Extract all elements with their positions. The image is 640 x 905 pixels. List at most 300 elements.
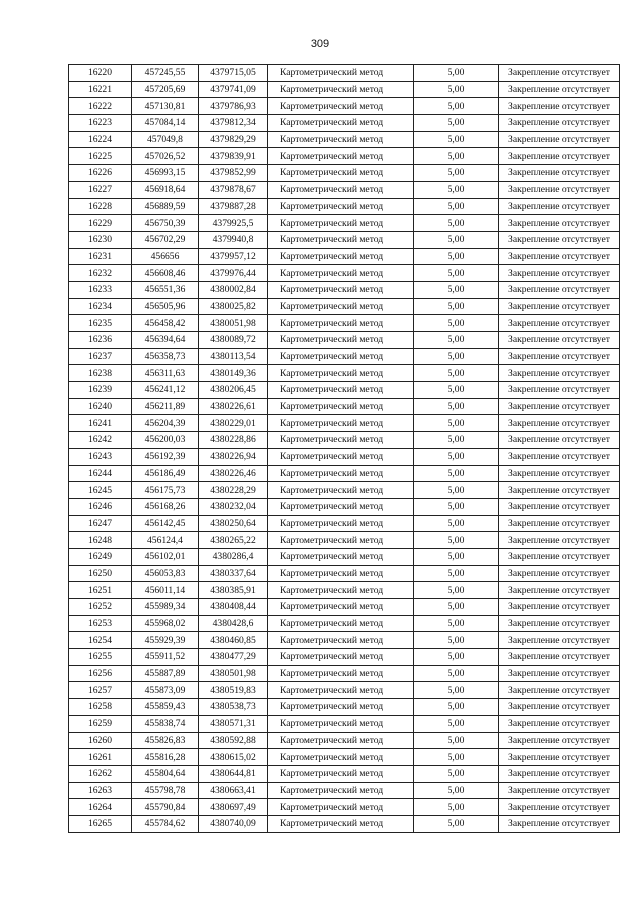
y-coordinate-cell: 4380228,86 xyxy=(199,432,268,449)
x-coordinate-cell: 455873,09 xyxy=(132,682,199,699)
method-cell: Картометрический метод xyxy=(268,815,414,832)
point-number-cell: 16220 xyxy=(69,65,132,82)
accuracy-cell: 5,00 xyxy=(414,582,499,599)
point-number-cell: 16255 xyxy=(69,649,132,666)
point-number-cell: 16248 xyxy=(69,532,132,549)
accuracy-cell: 5,00 xyxy=(414,715,499,732)
method-cell: Картометрический метод xyxy=(268,515,414,532)
table-row xyxy=(69,81,620,98)
y-coordinate-cell: 4380538,73 xyxy=(199,699,268,716)
point-number-cell: 16260 xyxy=(69,732,132,749)
accuracy-cell: 5,00 xyxy=(414,749,499,766)
table-row xyxy=(69,98,620,115)
point-number-cell: 16247 xyxy=(69,515,132,532)
accuracy-cell: 5,00 xyxy=(414,181,499,198)
fixing-cell: Закрепление отсутствует xyxy=(499,682,620,699)
y-coordinate-cell: 4379812,34 xyxy=(199,115,268,132)
point-number-cell: 16249 xyxy=(69,548,132,565)
y-coordinate-cell: 4380571,31 xyxy=(199,715,268,732)
y-coordinate-cell: 4380250,64 xyxy=(199,515,268,532)
x-coordinate-cell: 455798,78 xyxy=(132,782,199,799)
fixing-cell: Закрепление отсутствует xyxy=(499,215,620,232)
y-coordinate-cell: 4379839,91 xyxy=(199,148,268,165)
x-coordinate-cell: 456458,42 xyxy=(132,315,199,332)
table-row xyxy=(69,398,620,415)
y-coordinate-cell: 4380206,45 xyxy=(199,382,268,399)
y-coordinate-cell: 4380460,85 xyxy=(199,632,268,649)
method-cell: Картометрический метод xyxy=(268,332,414,349)
method-cell: Картометрический метод xyxy=(268,548,414,565)
accuracy-cell: 5,00 xyxy=(414,699,499,716)
x-coordinate-cell: 456168,26 xyxy=(132,498,199,515)
y-coordinate-cell: 4379976,44 xyxy=(199,265,268,282)
method-cell: Картометрический метод xyxy=(268,248,414,265)
method-cell: Картометрический метод xyxy=(268,298,414,315)
fixing-cell: Закрепление отсутствует xyxy=(499,749,620,766)
point-number-cell: 16241 xyxy=(69,415,132,432)
point-number-cell: 16238 xyxy=(69,365,132,382)
y-coordinate-cell: 4380089,72 xyxy=(199,332,268,349)
method-cell: Картометрический метод xyxy=(268,348,414,365)
accuracy-cell: 5,00 xyxy=(414,765,499,782)
point-number-cell: 16259 xyxy=(69,715,132,732)
table-row xyxy=(69,532,620,549)
y-coordinate-cell: 4379957,12 xyxy=(199,248,268,265)
table-row xyxy=(69,265,620,282)
x-coordinate-cell: 457130,81 xyxy=(132,98,199,115)
method-cell: Картометрический метод xyxy=(268,682,414,699)
table-row xyxy=(69,65,620,82)
y-coordinate-cell: 4380697,49 xyxy=(199,799,268,816)
table-row xyxy=(69,448,620,465)
table-row xyxy=(69,548,620,565)
point-number-cell: 16246 xyxy=(69,498,132,515)
x-coordinate-cell: 456011,14 xyxy=(132,582,199,599)
y-coordinate-cell: 4380226,61 xyxy=(199,398,268,415)
x-coordinate-cell: 455968,02 xyxy=(132,615,199,632)
y-coordinate-cell: 4380501,98 xyxy=(199,665,268,682)
table-row xyxy=(69,131,620,148)
point-number-cell: 16227 xyxy=(69,181,132,198)
y-coordinate-cell: 4380615,02 xyxy=(199,749,268,766)
y-coordinate-cell: 4380385,91 xyxy=(199,582,268,599)
x-coordinate-cell: 456124,4 xyxy=(132,532,199,549)
method-cell: Картометрический метод xyxy=(268,765,414,782)
accuracy-cell: 5,00 xyxy=(414,198,499,215)
method-cell: Картометрический метод xyxy=(268,65,414,82)
point-number-cell: 16245 xyxy=(69,482,132,499)
x-coordinate-cell: 456394,64 xyxy=(132,332,199,349)
point-number-cell: 16221 xyxy=(69,81,132,98)
fixing-cell: Закрепление отсутствует xyxy=(499,765,620,782)
method-cell: Картометрический метод xyxy=(268,649,414,666)
point-number-cell: 16243 xyxy=(69,448,132,465)
x-coordinate-cell: 455826,83 xyxy=(132,732,199,749)
point-number-cell: 16265 xyxy=(69,815,132,832)
fixing-cell: Закрепление отсутствует xyxy=(499,599,620,616)
accuracy-cell: 5,00 xyxy=(414,398,499,415)
method-cell: Картометрический метод xyxy=(268,632,414,649)
method-cell: Картометрический метод xyxy=(268,482,414,499)
x-coordinate-cell: 456750,39 xyxy=(132,215,199,232)
x-coordinate-cell: 455816,28 xyxy=(132,749,199,766)
y-coordinate-cell: 4379887,28 xyxy=(199,198,268,215)
table-row xyxy=(69,665,620,682)
point-number-cell: 16264 xyxy=(69,799,132,816)
fixing-cell: Закрепление отсутствует xyxy=(499,81,620,98)
fixing-cell: Закрепление отсутствует xyxy=(499,315,620,332)
fixing-cell: Закрепление отсутствует xyxy=(499,782,620,799)
point-number-cell: 16254 xyxy=(69,632,132,649)
point-number-cell: 16222 xyxy=(69,98,132,115)
method-cell: Картометрический метод xyxy=(268,498,414,515)
accuracy-cell: 5,00 xyxy=(414,649,499,666)
table-row xyxy=(69,782,620,799)
y-coordinate-cell: 4380051,98 xyxy=(199,315,268,332)
accuracy-cell: 5,00 xyxy=(414,515,499,532)
accuracy-cell: 5,00 xyxy=(414,465,499,482)
point-number-cell: 16232 xyxy=(69,265,132,282)
accuracy-cell: 5,00 xyxy=(414,732,499,749)
y-coordinate-cell: 4380228,29 xyxy=(199,482,268,499)
page-number: 309 xyxy=(310,38,330,50)
accuracy-cell: 5,00 xyxy=(414,815,499,832)
x-coordinate-cell: 456993,15 xyxy=(132,165,199,182)
point-number-cell: 16235 xyxy=(69,315,132,332)
x-coordinate-cell: 456053,83 xyxy=(132,565,199,582)
fixing-cell: Закрепление отсутствует xyxy=(499,298,620,315)
table-row xyxy=(69,749,620,766)
y-coordinate-cell: 4380232,04 xyxy=(199,498,268,515)
point-number-cell: 16253 xyxy=(69,615,132,632)
y-coordinate-cell: 4380226,46 xyxy=(199,465,268,482)
y-coordinate-cell: 4380002,84 xyxy=(199,281,268,298)
table-row xyxy=(69,815,620,832)
method-cell: Картометрический метод xyxy=(268,749,414,766)
x-coordinate-cell: 455838,74 xyxy=(132,715,199,732)
fixing-cell: Закрепление отсутствует xyxy=(499,799,620,816)
point-number-cell: 16252 xyxy=(69,599,132,616)
method-cell: Картометрический метод xyxy=(268,782,414,799)
accuracy-cell: 5,00 xyxy=(414,432,499,449)
accuracy-cell: 5,00 xyxy=(414,265,499,282)
point-number-cell: 16236 xyxy=(69,332,132,349)
method-cell: Картометрический метод xyxy=(268,432,414,449)
accuracy-cell: 5,00 xyxy=(414,498,499,515)
table-row xyxy=(69,498,620,515)
accuracy-cell: 5,00 xyxy=(414,231,499,248)
table-row xyxy=(69,115,620,132)
method-cell: Картометрический метод xyxy=(268,181,414,198)
fixing-cell: Закрепление отсутствует xyxy=(499,382,620,399)
fixing-cell: Закрепление отсутствует xyxy=(499,332,620,349)
fixing-cell: Закрепление отсутствует xyxy=(499,115,620,132)
point-number-cell: 16237 xyxy=(69,348,132,365)
fixing-cell: Закрепление отсутствует xyxy=(499,432,620,449)
method-cell: Картометрический метод xyxy=(268,115,414,132)
fixing-cell: Закрепление отсутствует xyxy=(499,699,620,716)
fixing-cell: Закрепление отсутствует xyxy=(499,98,620,115)
accuracy-cell: 5,00 xyxy=(414,632,499,649)
method-cell: Картометрический метод xyxy=(268,565,414,582)
x-coordinate-cell: 455784,62 xyxy=(132,815,199,832)
y-coordinate-cell: 4380025,82 xyxy=(199,298,268,315)
table-row xyxy=(69,148,620,165)
method-cell: Картометрический метод xyxy=(268,215,414,232)
point-number-cell: 16226 xyxy=(69,165,132,182)
fixing-cell: Закрепление отсутствует xyxy=(499,181,620,198)
x-coordinate-cell: 455804,64 xyxy=(132,765,199,782)
y-coordinate-cell: 4380740,09 xyxy=(199,815,268,832)
y-coordinate-cell: 4380592,88 xyxy=(199,732,268,749)
accuracy-cell: 5,00 xyxy=(414,215,499,232)
x-coordinate-cell: 456204,39 xyxy=(132,415,199,432)
fixing-cell: Закрепление отсутствует xyxy=(499,415,620,432)
method-cell: Картометрический метод xyxy=(268,665,414,682)
point-number-cell: 16258 xyxy=(69,699,132,716)
accuracy-cell: 5,00 xyxy=(414,315,499,332)
method-cell: Картометрический метод xyxy=(268,98,414,115)
fixing-cell: Закрепление отсутствует xyxy=(499,649,620,666)
accuracy-cell: 5,00 xyxy=(414,148,499,165)
fixing-cell: Закрепление отсутствует xyxy=(499,198,620,215)
method-cell: Картометрический метод xyxy=(268,198,414,215)
x-coordinate-cell: 457049,8 xyxy=(132,131,199,148)
point-number-cell: 16262 xyxy=(69,765,132,782)
point-number-cell: 16224 xyxy=(69,131,132,148)
method-cell: Картометрический метод xyxy=(268,415,414,432)
table-row xyxy=(69,682,620,699)
y-coordinate-cell: 4380149,36 xyxy=(199,365,268,382)
table-row xyxy=(69,181,620,198)
method-cell: Картометрический метод xyxy=(268,382,414,399)
x-coordinate-cell: 456656 xyxy=(132,248,199,265)
accuracy-cell: 5,00 xyxy=(414,298,499,315)
x-coordinate-cell: 456702,29 xyxy=(132,231,199,248)
x-coordinate-cell: 456608,46 xyxy=(132,265,199,282)
fixing-cell: Закрепление отсутствует xyxy=(499,482,620,499)
y-coordinate-cell: 4379940,8 xyxy=(199,231,268,248)
y-coordinate-cell: 4380428,6 xyxy=(199,615,268,632)
point-number-cell: 16244 xyxy=(69,465,132,482)
point-number-cell: 16231 xyxy=(69,248,132,265)
accuracy-cell: 5,00 xyxy=(414,548,499,565)
table-row xyxy=(69,732,620,749)
method-cell: Картометрический метод xyxy=(268,532,414,549)
accuracy-cell: 5,00 xyxy=(414,248,499,265)
method-cell: Картометрический метод xyxy=(268,615,414,632)
table-row xyxy=(69,432,620,449)
accuracy-cell: 5,00 xyxy=(414,115,499,132)
y-coordinate-cell: 4380337,64 xyxy=(199,565,268,582)
x-coordinate-cell: 456918,64 xyxy=(132,181,199,198)
method-cell: Картометрический метод xyxy=(268,231,414,248)
method-cell: Картометрический метод xyxy=(268,465,414,482)
y-coordinate-cell: 4379878,67 xyxy=(199,181,268,198)
method-cell: Картометрический метод xyxy=(268,81,414,98)
table-row xyxy=(69,365,620,382)
table-row xyxy=(69,565,620,582)
point-number-cell: 16251 xyxy=(69,582,132,599)
fixing-cell: Закрепление отсутствует xyxy=(499,448,620,465)
fixing-cell: Закрепление отсутствует xyxy=(499,732,620,749)
y-coordinate-cell: 4379852,99 xyxy=(199,165,268,182)
point-number-cell: 16257 xyxy=(69,682,132,699)
accuracy-cell: 5,00 xyxy=(414,599,499,616)
accuracy-cell: 5,00 xyxy=(414,98,499,115)
y-coordinate-cell: 4380265,22 xyxy=(199,532,268,549)
fixing-cell: Закрепление отсутствует xyxy=(499,632,620,649)
fixing-cell: Закрепление отсутствует xyxy=(499,165,620,182)
x-coordinate-cell: 457205,69 xyxy=(132,81,199,98)
method-cell: Картометрический метод xyxy=(268,732,414,749)
method-cell: Картометрический метод xyxy=(268,265,414,282)
x-coordinate-cell: 456192,39 xyxy=(132,448,199,465)
y-coordinate-cell: 4379829,29 xyxy=(199,131,268,148)
method-cell: Картометрический метод xyxy=(268,131,414,148)
table-row xyxy=(69,198,620,215)
y-coordinate-cell: 4380408,44 xyxy=(199,599,268,616)
point-number-cell: 16263 xyxy=(69,782,132,799)
y-coordinate-cell: 4379715,05 xyxy=(199,65,268,82)
accuracy-cell: 5,00 xyxy=(414,281,499,298)
method-cell: Картометрический метод xyxy=(268,799,414,816)
y-coordinate-cell: 4380644,81 xyxy=(199,765,268,782)
x-coordinate-cell: 456358,73 xyxy=(132,348,199,365)
x-coordinate-cell: 456311,63 xyxy=(132,365,199,382)
x-coordinate-cell: 457026,52 xyxy=(132,148,199,165)
method-cell: Картометрический метод xyxy=(268,448,414,465)
x-coordinate-cell: 456551,36 xyxy=(132,281,199,298)
table-row xyxy=(69,632,620,649)
fixing-cell: Закрепление отсутствует xyxy=(499,582,620,599)
accuracy-cell: 5,00 xyxy=(414,799,499,816)
fixing-cell: Закрепление отсутствует xyxy=(499,665,620,682)
accuracy-cell: 5,00 xyxy=(414,348,499,365)
table-row xyxy=(69,215,620,232)
accuracy-cell: 5,00 xyxy=(414,65,499,82)
fixing-cell: Закрепление отсутствует xyxy=(499,131,620,148)
table-row xyxy=(69,649,620,666)
table-row xyxy=(69,231,620,248)
y-coordinate-cell: 4380226,94 xyxy=(199,448,268,465)
point-number-cell: 16256 xyxy=(69,665,132,682)
fixing-cell: Закрепление отсутствует xyxy=(499,515,620,532)
table-row xyxy=(69,332,620,349)
accuracy-cell: 5,00 xyxy=(414,165,499,182)
table-row xyxy=(69,699,620,716)
accuracy-cell: 5,00 xyxy=(414,415,499,432)
table-row xyxy=(69,315,620,332)
x-coordinate-cell: 456505,96 xyxy=(132,298,199,315)
fixing-cell: Закрепление отсутствует xyxy=(499,565,620,582)
accuracy-cell: 5,00 xyxy=(414,382,499,399)
table-row xyxy=(69,382,620,399)
point-number-cell: 16230 xyxy=(69,231,132,248)
fixing-cell: Закрепление отсутствует xyxy=(499,365,620,382)
accuracy-cell: 5,00 xyxy=(414,532,499,549)
accuracy-cell: 5,00 xyxy=(414,482,499,499)
accuracy-cell: 5,00 xyxy=(414,332,499,349)
method-cell: Картометрический метод xyxy=(268,398,414,415)
table-row xyxy=(69,298,620,315)
x-coordinate-cell: 456175,73 xyxy=(132,482,199,499)
table-row xyxy=(69,615,620,632)
fixing-cell: Закрепление отсутствует xyxy=(499,615,620,632)
table-row xyxy=(69,281,620,298)
x-coordinate-cell: 457245,55 xyxy=(132,65,199,82)
y-coordinate-cell: 4380229,01 xyxy=(199,415,268,432)
fixing-cell: Закрепление отсутствует xyxy=(499,532,620,549)
accuracy-cell: 5,00 xyxy=(414,665,499,682)
y-coordinate-cell: 4379741,09 xyxy=(199,81,268,98)
x-coordinate-cell: 455859,43 xyxy=(132,699,199,716)
x-coordinate-cell: 455989,34 xyxy=(132,599,199,616)
table-body xyxy=(69,65,620,833)
point-number-cell: 16225 xyxy=(69,148,132,165)
fixing-cell: Закрепление отсутствует xyxy=(499,265,620,282)
table-row xyxy=(69,348,620,365)
y-coordinate-cell: 4379786,93 xyxy=(199,98,268,115)
accuracy-cell: 5,00 xyxy=(414,131,499,148)
table-row xyxy=(69,599,620,616)
method-cell: Картометрический метод xyxy=(268,699,414,716)
table-row xyxy=(69,515,620,532)
y-coordinate-cell: 4380477,29 xyxy=(199,649,268,666)
accuracy-cell: 5,00 xyxy=(414,365,499,382)
method-cell: Картометрический метод xyxy=(268,715,414,732)
method-cell: Картометрический метод xyxy=(268,148,414,165)
x-coordinate-cell: 457084,14 xyxy=(132,115,199,132)
x-coordinate-cell: 456241,12 xyxy=(132,382,199,399)
accuracy-cell: 5,00 xyxy=(414,682,499,699)
point-number-cell: 16223 xyxy=(69,115,132,132)
x-coordinate-cell: 456142,45 xyxy=(132,515,199,532)
method-cell: Картометрический метод xyxy=(268,281,414,298)
x-coordinate-cell: 456186,49 xyxy=(132,465,199,482)
y-coordinate-cell: 4380663,41 xyxy=(199,782,268,799)
table-row xyxy=(69,799,620,816)
x-coordinate-cell: 456102,01 xyxy=(132,548,199,565)
accuracy-cell: 5,00 xyxy=(414,81,499,98)
point-number-cell: 16233 xyxy=(69,281,132,298)
fixing-cell: Закрепление отсутствует xyxy=(499,815,620,832)
table-row xyxy=(69,715,620,732)
x-coordinate-cell: 456889,59 xyxy=(132,198,199,215)
fixing-cell: Закрепление отсутствует xyxy=(499,548,620,565)
table-row xyxy=(69,582,620,599)
accuracy-cell: 5,00 xyxy=(414,615,499,632)
fixing-cell: Закрепление отсутствует xyxy=(499,231,620,248)
point-number-cell: 16229 xyxy=(69,215,132,232)
fixing-cell: Закрепление отсутствует xyxy=(499,148,620,165)
method-cell: Картометрический метод xyxy=(268,165,414,182)
accuracy-cell: 5,00 xyxy=(414,448,499,465)
table-row xyxy=(69,165,620,182)
x-coordinate-cell: 455911,52 xyxy=(132,649,199,666)
y-coordinate-cell: 4380286,4 xyxy=(199,548,268,565)
fixing-cell: Закрепление отсутствует xyxy=(499,498,620,515)
coordinates-table xyxy=(68,64,620,833)
point-number-cell: 16250 xyxy=(69,565,132,582)
table-row xyxy=(69,415,620,432)
y-coordinate-cell: 4380113,54 xyxy=(199,348,268,365)
table-row xyxy=(69,482,620,499)
fixing-cell: Закрепление отсутствует xyxy=(499,248,620,265)
method-cell: Картометрический метод xyxy=(268,365,414,382)
x-coordinate-cell: 455887,89 xyxy=(132,665,199,682)
point-number-cell: 16240 xyxy=(69,398,132,415)
